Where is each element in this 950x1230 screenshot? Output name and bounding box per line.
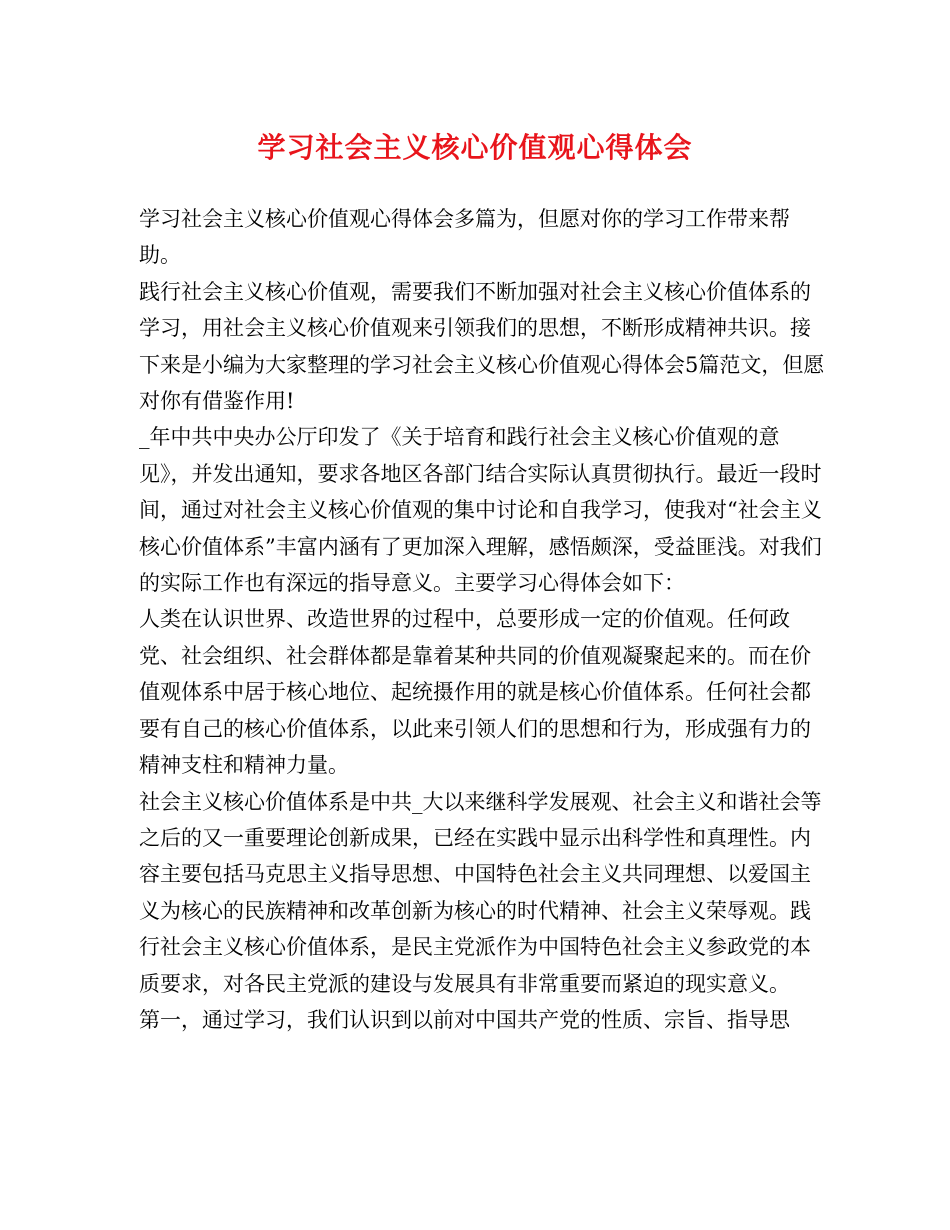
paragraph-intro: 学习社会主义核心价值观心得体会多篇为，但愿对你的学习工作带来帮助。 [139,207,790,268]
paragraph-core-system: 社会主义核心价值体系是中共_大以来继科学发展观、社会主义和谐社会等之后的又一重要理论创新成果，已经在实践中显示出科学性和真理性。内容主要包括马克思主义指导思想、中国特色社会主义共同理想、以爱国主义为核心的民族精神和改革创新为核心的时代精神、社会主义荣辱观。践行社会主义核心价值体系，是民主党派作为中国特色社会主义参政党的本质要求，对各民主党派的建设与发展具有非常重要而紧迫的现实意义。 [139,789,822,996]
paragraph-values: 人类在认识世界、改造世界的过程中，总要形成一定的价值观。任何政党、社会组织、社会群体都是靠着某种共同的价值观凝聚起来的。而在价值观体系中居于核心地位、起统摄作用的就是核心价值体系。任何社会都要有自己的核心价值体系，以此来引领人们的思想和行为，形成强有力的精神支柱和精神力量。 [139,607,811,778]
paragraph-opinion: _年中共中央办公厅印发了《关于培育和践行社会主义核心价值观的意见》，并发出通知，要求各地区各部门结合实际认真贯彻执行。最近一段时间，通过对社会主义核心价值观的集中讨论和自我学习，使我对“社会主义核心价值体系”丰富内涵有了更加深入理解，感悟颇深，受益匪浅。对我们的实际工作也有深远的指导意义。主要学习心得体会如下： [139,425,822,596]
paragraph-practice: 践行社会主义核心价值观，需要我们不断加强对社会主义核心价值体系的学习，用社会主义核心价值观来引领我们的思想，不断形成精神共识。接下来是小编为大家整理的学习社会主义核心价值观心得体会5篇范文，但愿对你有借鉴作用! [139,279,825,414]
paragraph-first-point: 第一，通过学习，我们认识到以前对中国共产党的性质、宗旨、指导思 [139,1007,790,1032]
document-title: 学习社会主义核心价值观心得体会 [257,131,693,164]
document-body [139,201,829,1038]
